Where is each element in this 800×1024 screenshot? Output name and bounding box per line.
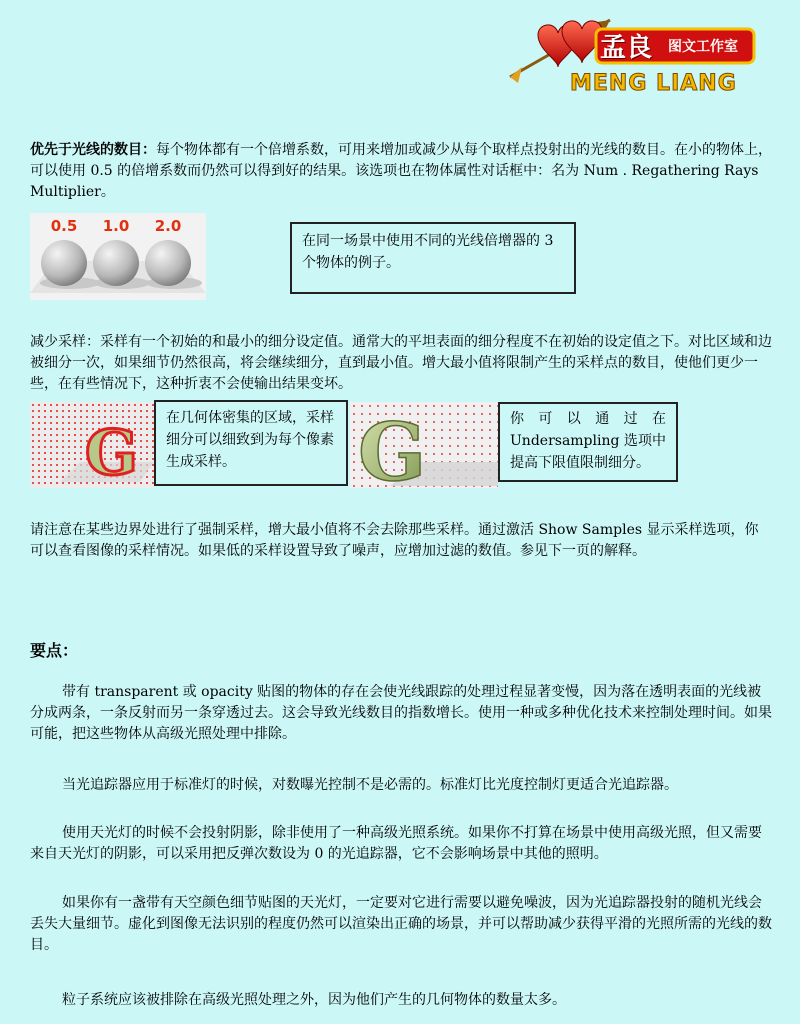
key-point-1: 带有 transparent 或 opacity 贴图的物体的存在会使光线跟踪的处理过程显著变慢，因为落在透明表面的光线被分成两条，一条反射而另一条穿透过去。这会导致光线数目的指数增长。使用一种或多种优化技术来控制处理时间。如果可能，把这些物体从高级光照处理中排除。 — [30, 684, 772, 742]
g-glyph-dense: G — [85, 416, 138, 488]
key-points-heading: 要点： — [30, 641, 79, 660]
rays-paragraph — [30, 140, 772, 203]
g-caption-right: 你可以通过在 Undersampling 选项中提高下限值限制细分。 — [498, 402, 678, 482]
g-figure-dense — [30, 402, 154, 488]
key-point-5: 粒子系统应该被排除在高级光照处理之外，因为他们产生的几何物体的数量太多。 — [62, 992, 566, 1008]
spheres-caption: 在同一场景中使用不同的光线倍增器的 3 个物体的例子。 — [290, 222, 576, 294]
rays-lead: 优先于光线的数目： — [30, 142, 156, 158]
rays-text: 每个物体都有一个倍增系数，可用来增加或减少从每个取样点投射出的光线的数目。在小的物体上，可以使用 0.5 的倍增系数而仍然可以得到好的结果。该选项也在物体属性对话框中：名为 Num . Regathering Rays Multiplier。 — [30, 142, 772, 200]
spheres-figure — [30, 213, 206, 300]
g-glyph-limited: G — [358, 405, 427, 488]
logo-studio-label: 图文工作室 — [668, 39, 738, 55]
g-render-limited-icon — [350, 402, 498, 488]
studio-logo — [500, 5, 760, 105]
key-point-4: 如果你有一盏带有天空颜色细节贴图的天光灯，一定要对它进行需要以避免噪波，因为光追踪器投射的随机光线会丢失大量细节。虚化到图像无法识别的程度仍然可以渲染出正确的场景，并可以帮助减少获得平滑的光照所需的光线的数目。 — [30, 895, 772, 953]
sphere-label-2: 1.0 — [102, 217, 130, 235]
key-point-3: 使用天光灯的时候不会投射阴影，除非使用了一种高级光照系统。如果你不打算在场景中使用高级光照，但又需要来自天光灯的阴影，可以采用把反弹次数设为 0 的光追踪器，它不会影响场景中其他的照明。 — [30, 825, 762, 862]
sphere-label-1: 0.5 — [50, 217, 78, 235]
logo-chinese-name: 孟良 — [600, 33, 653, 63]
g-render-dense-icon — [30, 402, 154, 488]
key-point-2: 当光追踪器应用于标准灯的时候，对数曝光控制不是必需的。标准灯比光度控制灯更适合光追踪器。 — [62, 777, 678, 793]
g-caption-left: 在几何体密集的区域，采样细分可以细致到为每个像素生成采样。 — [154, 400, 348, 486]
sphere-label-3: 2.0 — [154, 217, 182, 235]
g-figure-limited — [350, 402, 498, 488]
forced-sampling-paragraph: 请注意在某些边界处进行了强制采样，增大最小值将不会去除那些采样。通过激活 Show Samples 显示采样选项，你可以查看图像的采样情况。如果低的采样设置导致了噪声，应增加过滤的数值。参见下一页的解释。 — [30, 522, 759, 559]
logo-english-name: MENG LIANG — [570, 71, 737, 96]
undersampling-paragraph: 减少采样：采样有一个初始的和最小的细分设定值。通常大的平坦表面的细分程度不在初始的设定值之下。对比区域和边被细分一次，如果细节仍然很高，将会继续细分，直到最小值。增大最小值将限制产生的采样点的数目，使他们更少一些，在有些情况下，这种折衷不会使输出结果变坏。 — [30, 334, 772, 392]
